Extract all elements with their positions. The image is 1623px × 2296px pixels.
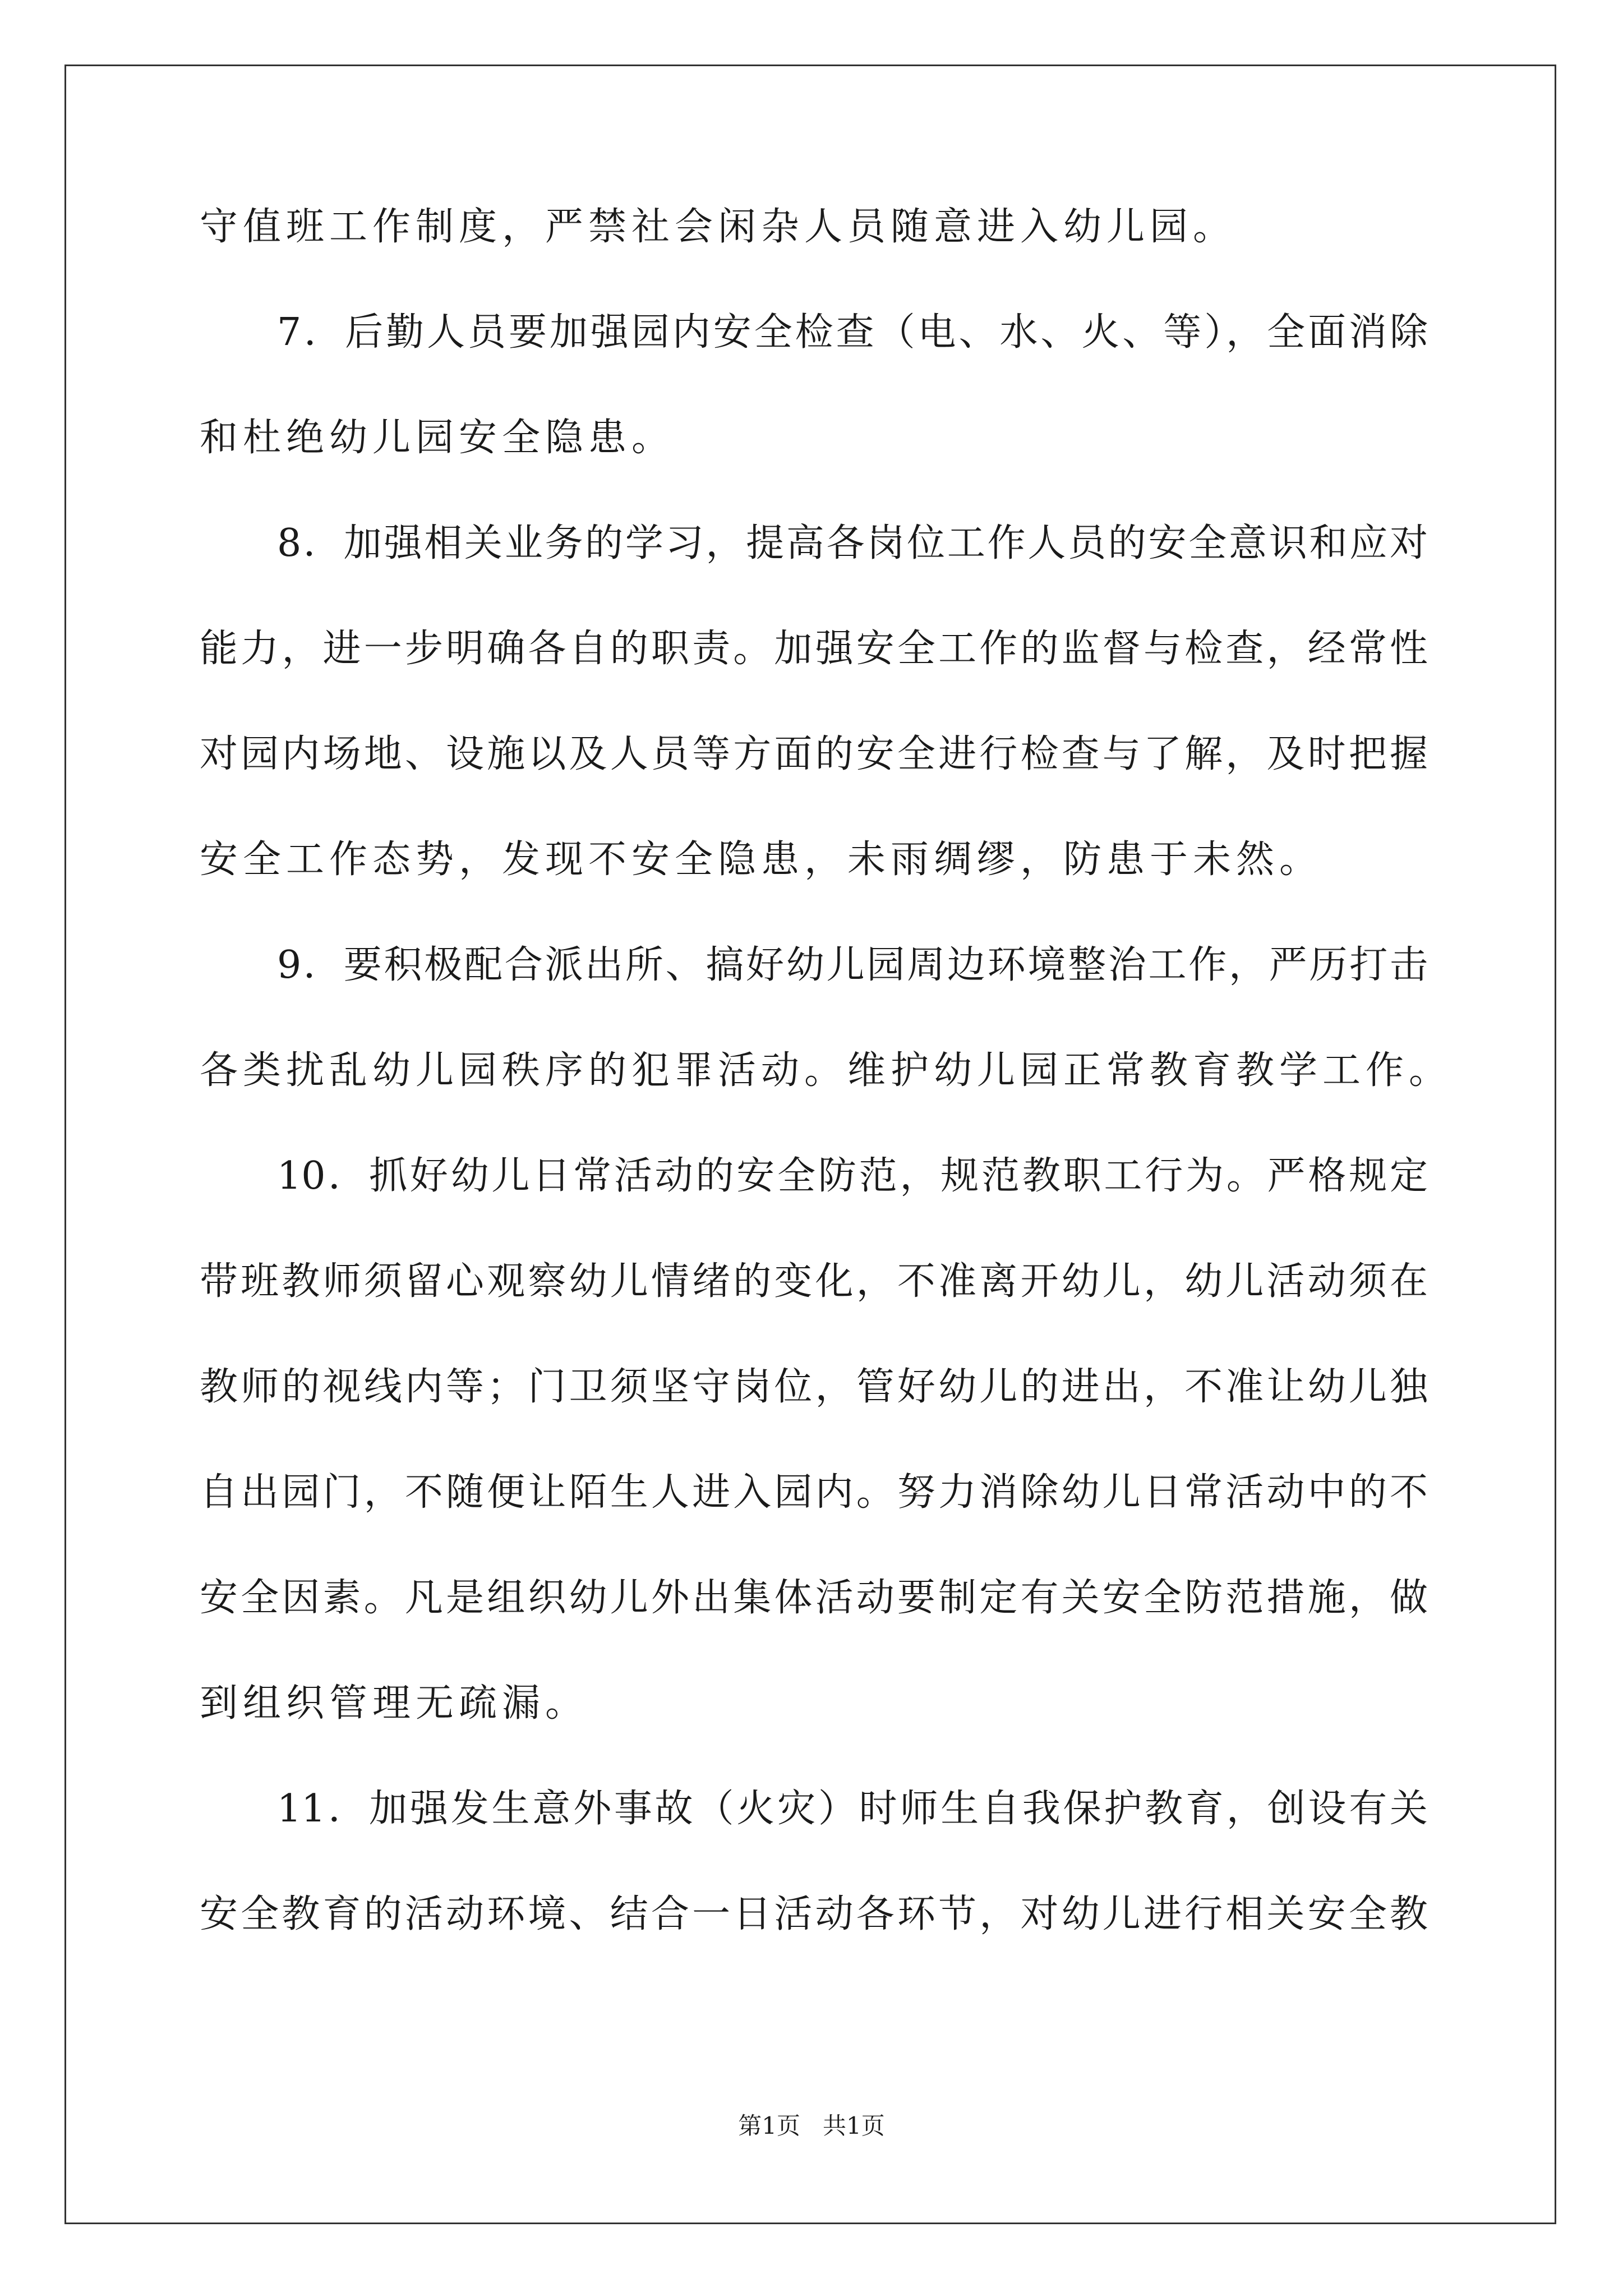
paragraph-line: 自出园门，不随便让陌生人进入园内。努力消除幼儿日常活动中的不 (200, 1470, 1428, 1515)
paragraph-line: 11．加强发生意外事故（火灾）时师生自我保护教育，创设有关 (277, 1787, 1428, 1831)
paragraph-line: 9．要积极配合派出所、搞好幼儿园周边环境整治工作，严历打击 (277, 943, 1428, 987)
paragraph-line: 能力，进一步明确各自的职责。加强安全工作的监督与检查，经常性 (200, 627, 1428, 671)
paragraph-line: 对园内场地、设施以及人员等方面的安全进行检查与了解，及时把握 (200, 732, 1428, 776)
paragraph-line: 7．后勤人员要加强园内安全检查（电、水、火、等），全面消除 (277, 310, 1428, 355)
paragraph-line: 安全教育的活动环境、结合一日活动各环节，对幼儿进行相关安全教 (200, 1892, 1428, 1936)
paragraph-line: 和杜绝幼儿园安全隐患。 (200, 416, 675, 460)
paragraph-line: 守值班工作制度，严禁社会闲杂人员随意进入幼儿园。 (200, 205, 1237, 249)
paragraph-line: 教师的视线内等；门卫须坚守岗位，管好幼儿的进出，不准让幼儿独 (200, 1365, 1428, 1409)
paragraph-line: 8．加强相关业务的学习，提高各岗位工作人员的安全意识和应对 (277, 521, 1428, 565)
paragraph-line: 10．抓好幼儿日常活动的安全防范，规范教职工行为。严格规定 (277, 1154, 1428, 1198)
paragraph-line: 带班教师须留心观察幼儿情绪的变化，不准离开幼儿，幼儿活动须在 (200, 1259, 1428, 1304)
paragraph-line: 安全因素。凡是组织幼儿外出集体活动要制定有关安全防范措施，做 (200, 1576, 1428, 1620)
paragraph-line: 各类扰乱幼儿园秩序的犯罪活动。维护幼儿园正常教育教学工作。 (200, 1048, 1453, 1093)
page-number-footer: 第1页 共1页 (738, 2112, 885, 2139)
paragraph-line: 到组织管理无疏漏。 (200, 1681, 589, 1726)
paragraph-line: 安全工作态势，发现不安全隐患，未雨绸缪，防患于未然。 (200, 838, 1323, 882)
